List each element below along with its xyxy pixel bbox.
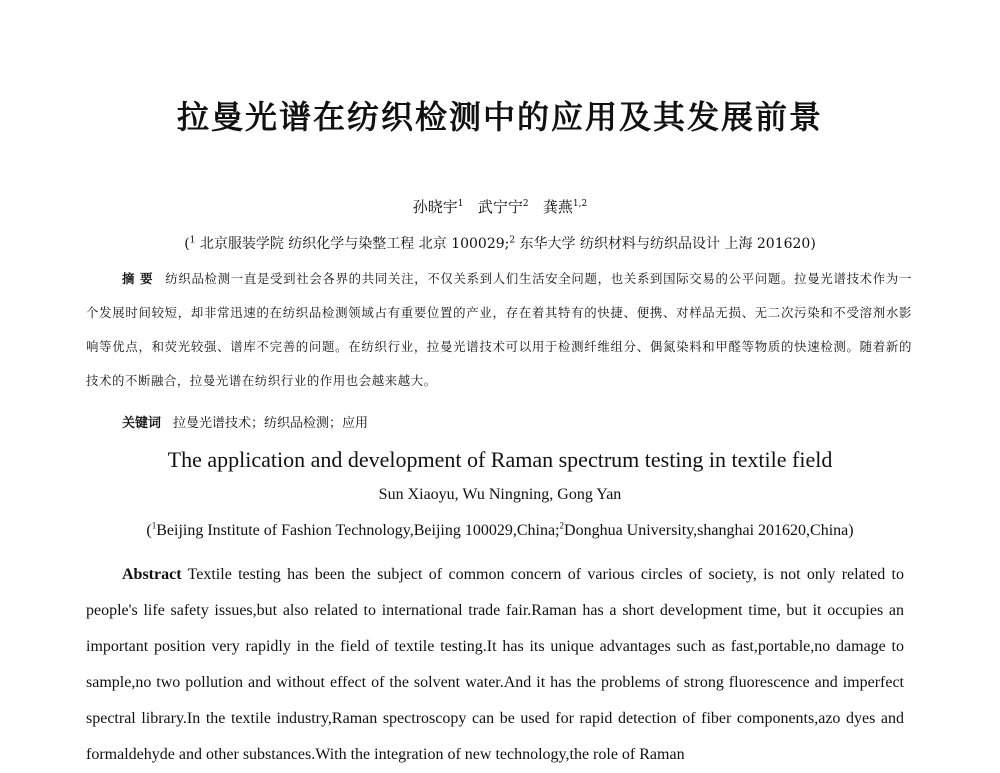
affiliation-2: 东华大学 纺织材料与纺织品设计 上海 201620) (519, 236, 816, 252)
author-name: 孙晓宇 (412, 198, 458, 216)
abstract-label: Abstract (122, 566, 182, 583)
affiliation-1: 北京服装学院 纺织化学与染整工程 北京 100029; (199, 236, 510, 252)
chinese-authors (0, 196, 1000, 217)
abstract-text: Textile testing has been the subject of common concern of various circles of society, is not only related to people's life safety issues,but also related to international trade fair.Raman has a short development time, but it occupies an important position very rapidly in the field of textile testing.It has its unique advantages such as fast,portable,no damage to sample,no two pollution and without effect of the solvent water.And it has the problems of strong fluorescence and imperfect spectral library.In the textile industry,Raman spectroscopy can be used for rapid detection of fiber components,azo dyes and formaldehyde and other substances.With the integration of new technology,the role of Raman (86, 566, 905, 763)
affiliation-mark-1: 1 (189, 235, 196, 246)
affiliation-mark-2: 2 (559, 520, 565, 531)
author-affiliation-mark: 1,2 (572, 199, 588, 209)
english-authors: Sun Xiaoyu, Wu Ningning, Gong Yan (378, 486, 622, 503)
affiliation-2: Donghua University,shanghai 201620,China) (564, 522, 854, 539)
author-name: 龚燕 (542, 198, 573, 216)
affiliation-mark-2: 2 (509, 235, 516, 246)
english-affiliation (0, 522, 1000, 540)
author-affiliation-mark: 1 (457, 199, 464, 209)
abstract-label: 摘 要 (122, 271, 154, 286)
chinese-title: 拉曼光谱在纺织检测中的应用及其发展前景 (176, 98, 823, 136)
chinese-keywords (122, 412, 368, 431)
affiliation-mark-1: 1 (151, 520, 157, 531)
paren-open: ( (146, 522, 152, 539)
keywords-text: 拉曼光谱技术；纺织品检测；应用 (173, 416, 369, 431)
abstract-text: 纺织品检测一直是受到社会各界的共同关注，不仅关系到人们生活安全问题，也关系到国际交易的公平问题。拉曼光谱技术作为一个发展时间较短，却非常迅速的在纺织品检测领域占有重要位置的产业，存在着其特有的快捷、便携、对样品无损、无二次污染和不受溶剂水影响等优点，和荧光较强、谱库不完善的问题。在纺织行业，拉曼光谱技术可以用于检测纤维组分、偶氮染料和甲醛等物质的快速检测。随着新的技术的不断融合，拉曼光谱在纺织行业的作用也会越来越大。 (86, 271, 912, 388)
english-abstract (86, 557, 904, 773)
chinese-affiliation (0, 233, 1000, 253)
paren-open: ( (184, 236, 190, 252)
affiliation-1: Beijing Institute of Fashion Technology,Beijing 100029,China; (156, 522, 560, 539)
author-name: 武宁宁 (477, 198, 523, 216)
author-affiliation-mark: 2 (522, 199, 529, 209)
keywords-label: 关键词 (122, 416, 162, 431)
english-title: The application and development of Raman spectrum testing in textile field (167, 447, 833, 472)
chinese-abstract (86, 262, 912, 398)
